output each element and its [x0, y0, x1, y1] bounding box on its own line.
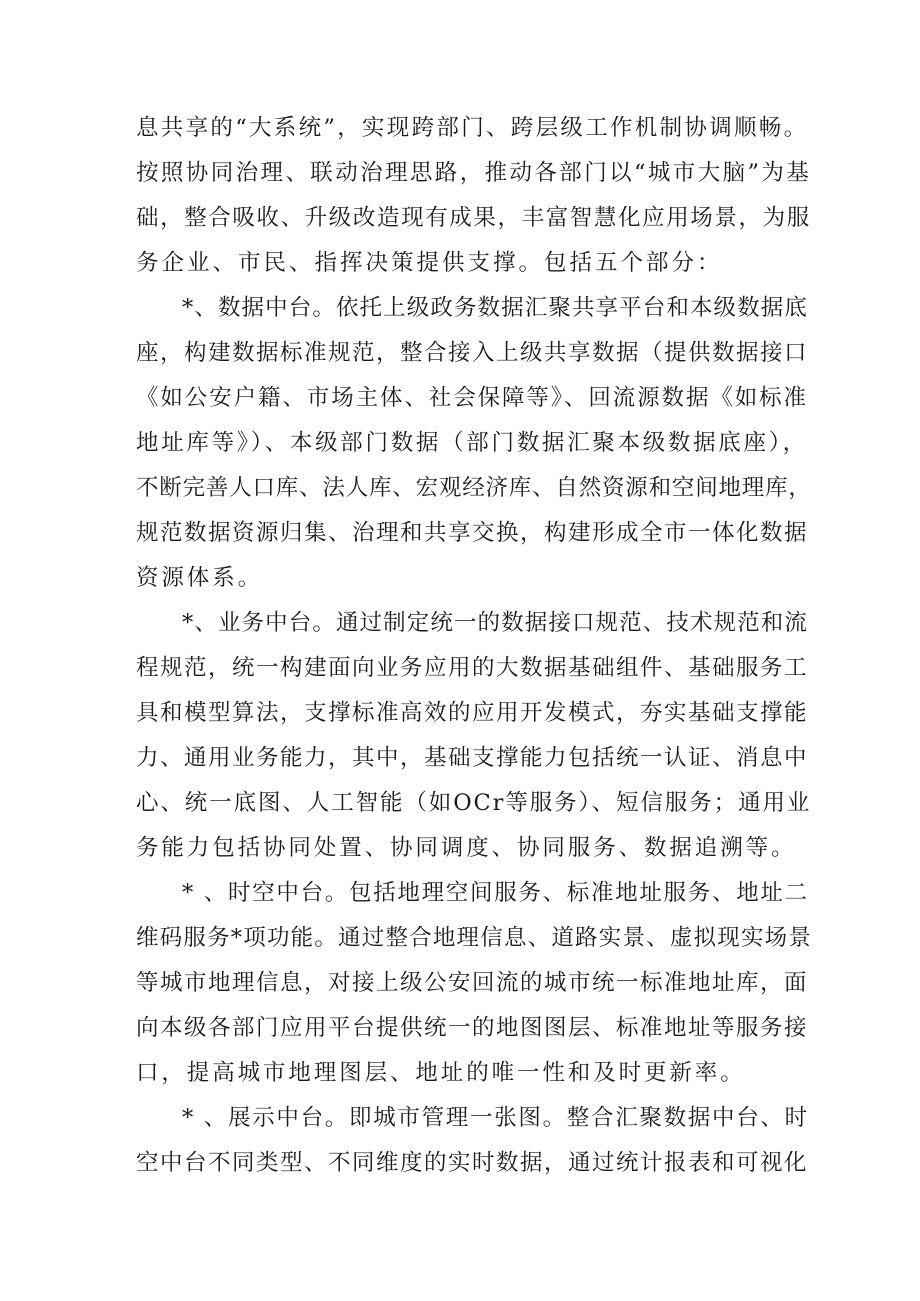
text-line: 按照协同治理、联动治理思路，推动各部门以“城市大脑”为基	[136, 160, 812, 186]
text-line: 不断完善人口库、法人库、宏观经济库、自然资源和空间地理库，	[136, 475, 812, 501]
text-line: 程规范，统一构建面向业务应用的大数据基础组件、基础服务工	[136, 655, 809, 681]
text-line: 础，整合吸收、升级改造现有成果，丰富智慧化应用场景，为服	[136, 205, 811, 231]
text-line: 等城市地理信息，对接上级公安回流的城市统一标准地址库，面	[136, 970, 809, 996]
paragraph-first-line: *、业务中台。通过制定统一的数据接口规范、技术规范和流	[182, 610, 808, 636]
text-line: 向本级各部门应用平台提供统一的地图图层、标准地址等服务接	[136, 1015, 809, 1041]
text-line: 座，构建数据标准规范，整合接入上级共享数据（提供数据接口	[136, 340, 809, 366]
text-line: 《如公安户籍、市场主体、社会保障等》、回流源数据《如标准	[136, 385, 808, 411]
text-line: 地址库等》）、本级部门数据（部门数据汇聚本级数据底座），	[136, 430, 808, 456]
text-line: 资源体系。	[136, 565, 264, 591]
text-line: 务能力包括协同处置、协同调度、协同服务、数据追溯等。	[136, 835, 797, 861]
text-line: 口，提高城市地理图层、地址的唯一性和及时更新率。	[136, 1060, 746, 1086]
paragraph-first-line: * 、时空中台。包括地理空间服务、标准地址服务、地址二	[182, 880, 809, 906]
paragraph-first-line: * 、展示中台。即城市管理一张图。整合汇聚数据中台、时	[182, 1105, 809, 1131]
text-line: 维码服务*项功能。通过整合地理信息、道路实景、虚拟现实场景	[136, 925, 813, 951]
text-line: 心、统一底图、人工智能（如OCr等服务）、短信服务；通用业	[136, 790, 812, 816]
text-line: 具和模型算法，支撑标准高效的应用开发模式，夯实基础支撑能	[136, 700, 809, 726]
text-line: 息共享的“大系统”，实现跨部门、跨层级工作机制协调顺畅。	[136, 115, 809, 141]
text-line: 力、通用业务能力，其中，基础支撑能力包括统一认证、消息中	[136, 745, 809, 771]
text-line: 务企业、市民、指挥决策提供支撑。包括五个部分：	[136, 250, 723, 276]
text-line: 空中台不同类型、不同维度的实时数据，通过统计报表和可视化	[136, 1150, 809, 1176]
paragraph-first-line: *、数据中台。依托上级政务数据汇聚共享平台和本级数据底	[182, 295, 808, 321]
text-line: 规范数据资源归集、治理和共享交换，构建形成全市一体化数据	[136, 520, 809, 546]
